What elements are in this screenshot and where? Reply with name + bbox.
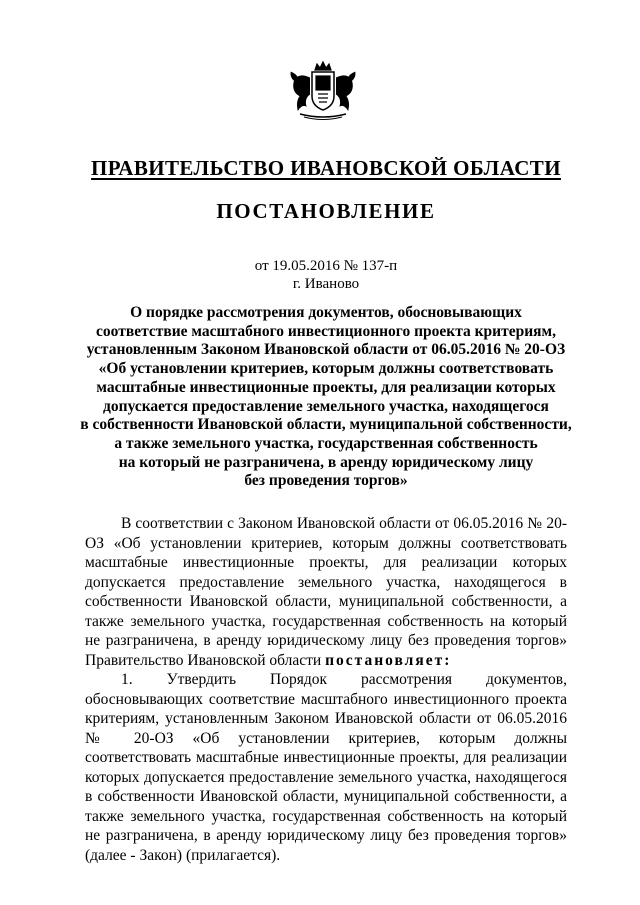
subject-line: на который не разграничена, в аренду юридическому лицу xyxy=(118,453,534,471)
decree-word: постановляет xyxy=(325,651,445,669)
subject-line: соответствие масштабного инвестиционного проекта критериям, xyxy=(96,322,556,340)
decree-colon: : xyxy=(444,651,450,669)
preamble-paragraph xyxy=(85,514,567,670)
subject-line: установленным Законом Ивановской области от 06.05.2016 № 20-ОЗ xyxy=(86,341,566,359)
coat-of-arms-icon xyxy=(288,60,358,122)
government-title: ПРАВИТЕЛЬСТВО ИВАНОВСКОЙ ОБЛАСТИ xyxy=(91,156,561,180)
subject-line: а также земельного участка, государственная собственность xyxy=(114,434,538,452)
subject-line: О порядке рассмотрения документов, обосновывающих xyxy=(130,304,522,321)
preamble-text: В соответствии с Законом Ивановской области от 06.05.2016 № 20-ОЗ «Об установлении критериев, которым должны соответствовать масштабные инвестиционные проекты, для реализации которых допускается предоставление земельного участка, находящегося в собственности Ивановской области, муниципальной собственности, а также земельного участка, государственная собственность на который не разграничена, в аренду юридическому лицу без проведения торгов» Правительство Ивановской области xyxy=(85,515,567,669)
subject-line: «Об установлении критериев, которым должны соответствовать xyxy=(98,360,554,378)
clause-1-paragraph: 1. Утвердить Порядок рассмотрения документов, обосновывающих соответствие масштабного инвестиционного проекта критериям, установленным Законом Ивановской области от 06.05.2016 № 20-ОЗ «Об установлении критериев, которым должны соответствовать масштабные инвестиционные проекты, для реализации которых допускается предоставление земельного участка, находящегося в собственности Ивановской области, муниципальной собственности, а также земельного участка, государственная собственность на который не разграничена, в аренду юридическому лицу без проведения торгов» (далее - Закон) (прилагается). xyxy=(85,671,567,864)
document-date-number: от 19.05.2016 № 137-п xyxy=(254,258,398,274)
subject-line: масштабные инвестиционные проекты, для реализации которых xyxy=(96,378,556,396)
document-city: г. Иваново xyxy=(292,276,360,292)
subject-line: допускается предоставление земельного участка, находящегося xyxy=(103,397,549,415)
subject-line: в собственности Ивановской области, муниципальной собственности, xyxy=(80,416,572,434)
document-meta xyxy=(0,257,640,293)
document-body xyxy=(85,514,567,865)
document-subject xyxy=(70,304,582,491)
subject-line: без проведения торгов» xyxy=(244,472,408,490)
document-type-heading: ПОСТАНОВЛЕНИЕ xyxy=(216,199,436,223)
